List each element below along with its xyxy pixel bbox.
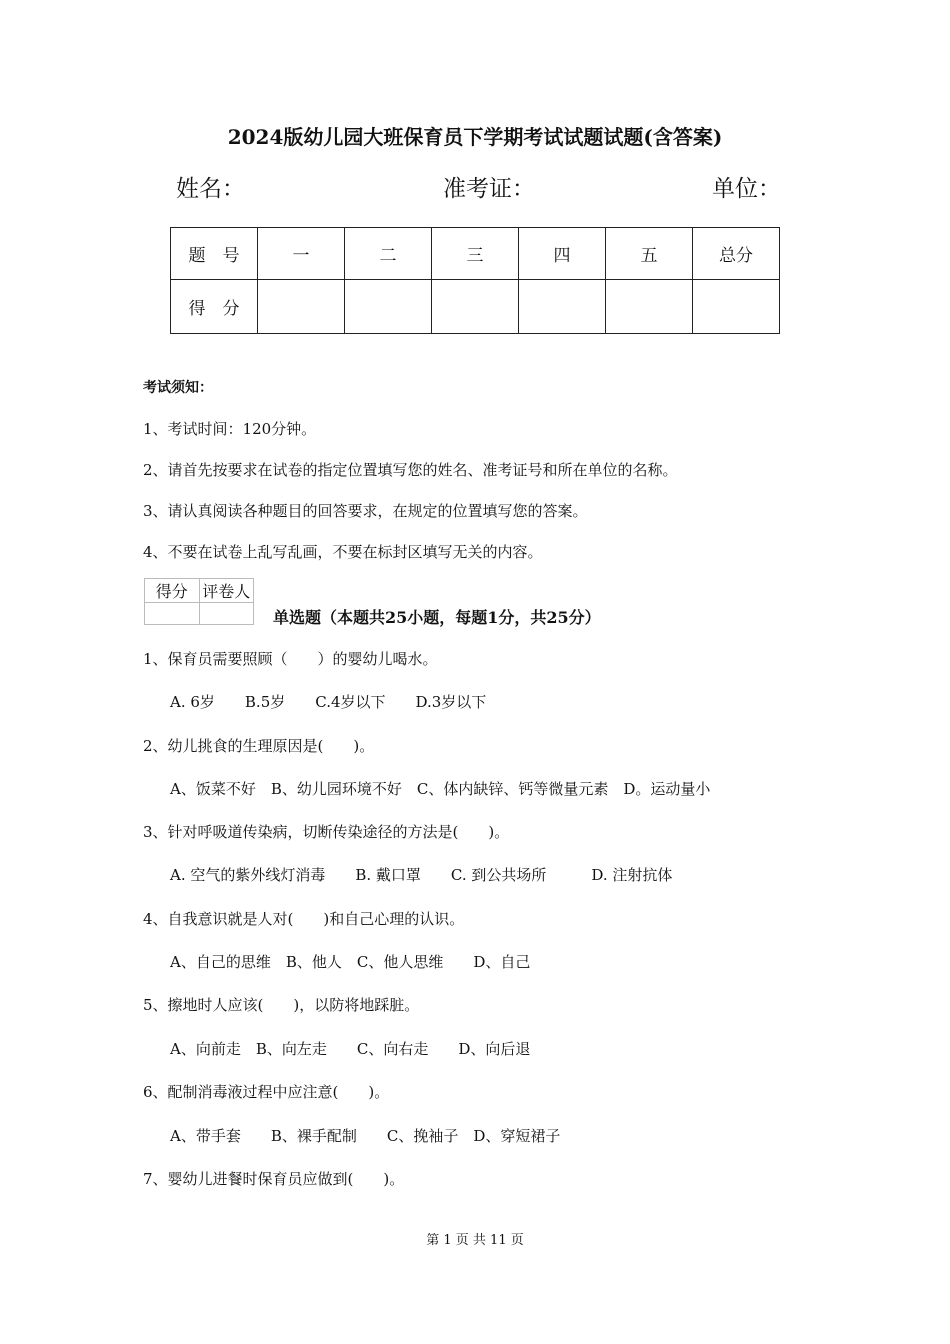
exam-id-label: 准考证： [443, 176, 535, 202]
score-table-header-row [171, 228, 780, 280]
question-options: A、带手套 B、裸手配制 C、挽袖子 D、穿短裙子 [170, 1127, 561, 1145]
notice-item: 4、不要在试卷上乱写乱画，不要在标封区填写无关的内容。 [143, 543, 543, 561]
grader-score-label: 得分 [145, 579, 200, 603]
question-text: 1、保育员需要照顾（ ）的婴幼儿喝水。 [143, 650, 438, 668]
notice-item: 3、请认真阅读各种题目的回答要求，在规定的位置填写您的答案。 [143, 502, 588, 520]
score-cell-header: 五 [606, 228, 693, 280]
score-cell-empty[interactable] [606, 280, 693, 334]
score-row-label: 得 分 [171, 280, 258, 334]
question-text: 4、自我意识就是人对( )和自己心理的认识。 [143, 910, 465, 928]
question-options: A、饭菜不好 B、幼儿园环境不好 C、体内缺锌、钙等微量元素 D。运动量小 [170, 780, 711, 798]
score-cell-header: 二 [345, 228, 432, 280]
grader-name-cell[interactable] [199, 603, 254, 625]
question-text: 7、婴幼儿进餐时保育员应做到( )。 [143, 1170, 405, 1188]
score-cell-header: 总分 [693, 228, 780, 280]
notice-title: 考试须知： [143, 380, 213, 396]
name-label: 姓名： [176, 176, 245, 202]
score-cell-header: 题 号 [171, 228, 258, 280]
document-title: 2024版幼儿园大班保育员下学期考试试题试题(含答案) [227, 125, 723, 149]
score-cell-header: 四 [519, 228, 606, 280]
score-cell-header: 三 [432, 228, 519, 280]
page-footer: 第 1 页 共 11 页 [426, 1233, 524, 1248]
score-table-score-row [171, 280, 780, 334]
question-text: 6、配制消毒液过程中应注意( )。 [143, 1083, 390, 1101]
question-text: 5、擦地时人应该( )，以防将地踩脏。 [143, 996, 420, 1014]
score-cell-empty[interactable] [519, 280, 606, 334]
score-cell-empty[interactable] [432, 280, 519, 334]
score-cell-empty[interactable] [258, 280, 345, 334]
grader-score-cell[interactable] [145, 603, 200, 625]
question-options: A、向前走 B、向左走 C、向右走 D、向后退 [170, 1040, 531, 1058]
question-options: A. 空气的紫外线灯消毒 B. 戴口罩 C. 到公共场所 D. 注射抗体 [170, 866, 673, 884]
notice-item: 1、考试时间：120分钟。 [143, 420, 317, 438]
score-table [170, 227, 780, 334]
grader-name-label: 评卷人 [199, 579, 254, 603]
notice-item: 2、请首先按要求在试卷的指定位置填写您的姓名、准考证号和所在单位的名称。 [143, 461, 678, 479]
unit-label: 单位： [712, 176, 781, 202]
grader-box [144, 578, 254, 625]
score-cell-empty[interactable] [693, 280, 780, 334]
score-cell-empty[interactable] [345, 280, 432, 334]
score-cell-header: 一 [258, 228, 345, 280]
section-title: 单选题（本题共25小题，每题1分，共25分） [273, 608, 601, 627]
question-text: 3、针对呼吸道传染病，切断传染途径的方法是( )。 [143, 823, 510, 841]
question-options: A、自己的思维 B、他人 C、他人思维 D、自己 [170, 953, 531, 971]
question-options: A. 6岁 B.5岁 C.4岁以下 D.3岁以下 [170, 693, 487, 711]
question-text: 2、幼儿挑食的生理原因是( )。 [143, 737, 375, 755]
